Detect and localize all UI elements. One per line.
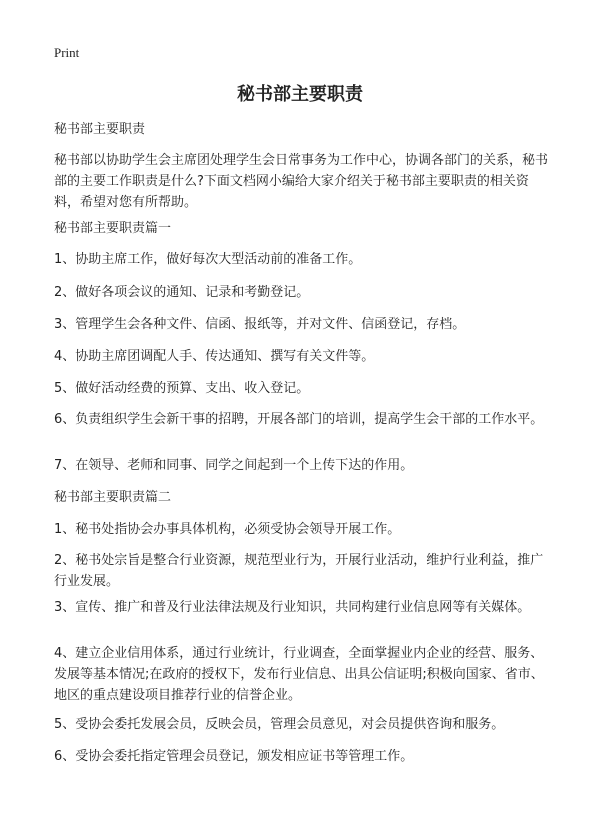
list-item: 5、受协会委托发展会员，反映会员，管理会员意见，对会员提供咨询和服务。	[54, 717, 505, 732]
list-item: 4、协助主席团调配人手、传达通知、撰写有关文件等。	[54, 349, 375, 364]
list-item: 5、做好活动经费的预算、支出、收入登记。	[54, 381, 310, 396]
list-item: 4、建立企业信用体系，通过行业统计，行业调查，全面掌握业内企业的经营、服务、发展等基本情况;在政府的授权下，发布行业信息、出具公信证明;积极向国家、省市、地区的重点建设项目推荐行业的信誉企业。	[54, 646, 544, 703]
list-item: 2、秘书处宗旨是整合行业资源，规范型业行为，开展行业活动，维护行业利益，推广行业发展。	[54, 553, 544, 589]
list-item: 3、管理学生会各种文件、信函、报纸等，并对文件、信函登记，存档。	[54, 317, 466, 332]
section-heading: 秘书部主要职责	[54, 122, 146, 137]
list-item: 7、在领导、老师和同事、同学之间起到一个上传下达的作用。	[54, 458, 414, 473]
list-item: 1、秘书处指协会办事具体机构，必须受协会领导开展工作。	[54, 522, 401, 537]
list-item: 3、宣传、推广和普及行业法律法规及行业知识，共同构建行业信息网等有关媒体。	[54, 600, 531, 615]
print-link[interactable]: Print	[54, 45, 80, 60]
list-item: 2、做好各项会议的通知、记录和考勤登记。	[54, 285, 310, 300]
intro-paragraph: 秘书部以协助学生会主席团处理学生会日常事务为工作中心，协调各部门的关系，秘书部的主要工作职责是什么?下面文档网小编给大家介绍关于秘书部主要职责的相关资料，希望对您有所帮助。	[54, 153, 549, 210]
list-item: 6、负责组织学生会新干事的招聘，开展各部门的培训，提高学生会干部的工作水平。	[54, 412, 544, 427]
section-heading: 秘书部主要职责篇一	[54, 221, 172, 236]
section-heading: 秘书部主要职责篇二	[54, 490, 172, 505]
list-item: 6、受协会委托指定管理会员登记，颁发相应证书等管理工作。	[54, 749, 414, 764]
page-title: 秘书部主要职责	[237, 84, 363, 105]
list-item: 1、协助主席工作，做好每次大型活动前的准备工作。	[54, 252, 362, 267]
